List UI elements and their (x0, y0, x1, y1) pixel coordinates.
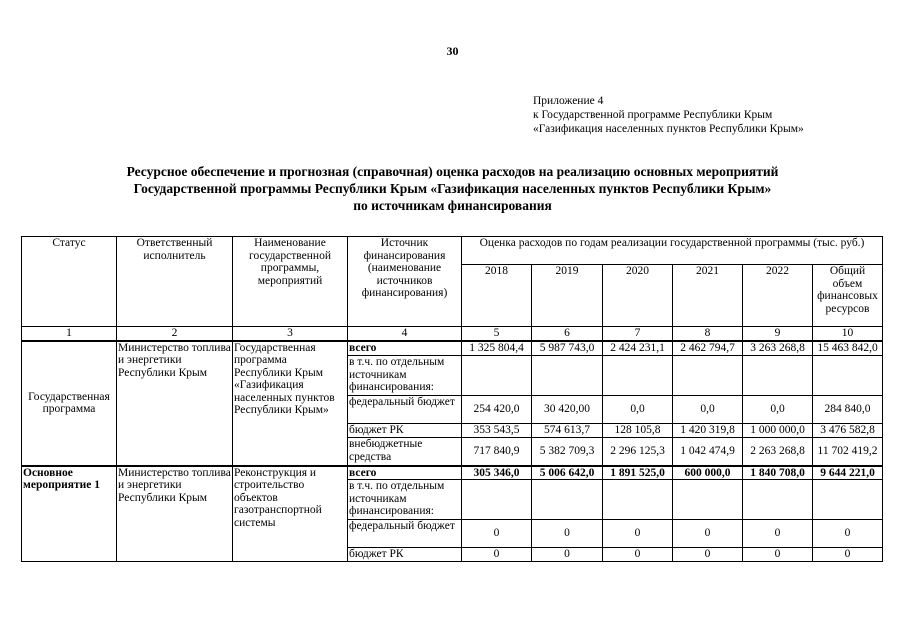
value-cell: 0 (462, 548, 532, 562)
resource-table (21, 236, 883, 562)
column-number: 9 (743, 327, 813, 341)
value-cell: 0 (532, 520, 603, 548)
value-cell (673, 480, 743, 520)
source-cell: бюджет РК (348, 424, 462, 438)
appendix-line: Приложение 4 (533, 95, 604, 107)
header-row (22, 237, 883, 265)
column-number: 10 (813, 327, 883, 341)
column-number: 7 (603, 327, 673, 341)
value-cell: 5 006 642,0 (532, 466, 603, 480)
executor-cell: Министерство топлива и энергетики Республики Крым (117, 466, 233, 562)
value-cell: 2 263 268,8 (743, 438, 813, 466)
value-cell: 30 420,00 (532, 396, 603, 424)
value-cell: 254 420,0 (462, 396, 532, 424)
value-cell (603, 356, 673, 396)
value-cell (603, 480, 673, 520)
document-title (0, 163, 905, 214)
status-cell: Основное мероприятие 1 (22, 466, 117, 562)
appendix-line: к Государственной программе Республики Крым (533, 109, 773, 121)
program-cell: Реконструкция и строительство объектов газотранспортной системы (233, 466, 348, 562)
header-year: 2021 (673, 265, 743, 327)
value-cell: 15 463 842,0 (813, 341, 883, 356)
program-cell: Государственная программа Республики Крым «Газификация населенных пунктов Республики Крым» (233, 341, 348, 466)
value-cell: 1 420 319,8 (673, 424, 743, 438)
column-number: 5 (462, 327, 532, 341)
value-cell: 0 (532, 548, 603, 562)
value-cell: 0 (673, 548, 743, 562)
value-cell: 1 000 000,0 (743, 424, 813, 438)
column-number: 8 (673, 327, 743, 341)
value-cell: 1 325 804,4 (462, 341, 532, 356)
value-cell (532, 356, 603, 396)
source-cell: бюджет РК (348, 548, 462, 562)
table-row (22, 341, 883, 356)
source-cell: в т.ч. по отдельным источникам финансирования: (348, 480, 462, 520)
source-cell: федеральный бюджет (348, 520, 462, 548)
appendix-note (533, 94, 804, 136)
value-cell (743, 356, 813, 396)
appendix-line: «Газификация населенных пунктов Республики Крым» (533, 123, 804, 135)
title-line: Ресурсное обеспечение и прогнозная (справочная) оценка расходов на реализацию основных мероприятий (126, 164, 779, 179)
source-cell: всего (348, 341, 462, 356)
value-cell: 284 840,0 (813, 396, 883, 424)
value-cell: 5 382 709,3 (532, 438, 603, 466)
value-cell (532, 480, 603, 520)
source-cell: внебюджетные средства (348, 438, 462, 466)
value-cell: 1 891 525,0 (603, 466, 673, 480)
value-cell: 0,0 (603, 396, 673, 424)
value-cell: 11 702 419,2 (813, 438, 883, 466)
value-cell (813, 480, 883, 520)
header-program: Наименование государственной программы, мероприятий (233, 237, 348, 327)
value-cell: 0,0 (673, 396, 743, 424)
value-cell (462, 356, 532, 396)
value-cell: 2 462 794,7 (673, 341, 743, 356)
value-cell: 0 (462, 520, 532, 548)
value-cell: 0 (743, 520, 813, 548)
value-cell: 353 543,5 (462, 424, 532, 438)
header-total: Общий объем финансовых ресурсов (813, 265, 883, 327)
value-cell: 1 042 474,9 (673, 438, 743, 466)
table-row (22, 466, 883, 480)
column-number: 3 (233, 327, 348, 341)
column-number: 1 (22, 327, 117, 341)
value-cell: 0 (813, 520, 883, 548)
value-cell (673, 356, 743, 396)
value-cell: 574 613,7 (532, 424, 603, 438)
page-number: 30 (446, 44, 459, 58)
value-cell (743, 480, 813, 520)
column-number-row (22, 327, 883, 341)
title-line: Государственной программы Республики Крым «Газификация населенных пунктов Республики Крым» (133, 181, 772, 196)
value-cell: 5 987 743,0 (532, 341, 603, 356)
value-cell: 717 840,9 (462, 438, 532, 466)
source-cell: всего (348, 466, 462, 480)
status-cell: Государственная программа (22, 341, 117, 466)
column-number: 2 (117, 327, 233, 341)
value-cell: 0 (743, 548, 813, 562)
executor-cell: Министерство топлива и энергетики Республики Крым (117, 341, 233, 466)
header-estimate: Оценка расходов по годам реализации государственной программы (тыс. руб.) (462, 237, 883, 265)
header-source: Источник финансирования (наименование источников финансирования) (348, 237, 462, 327)
value-cell: 0 (603, 520, 673, 548)
value-cell: 2 296 125,3 (603, 438, 673, 466)
value-cell: 1 840 708,0 (743, 466, 813, 480)
value-cell: 305 346,0 (462, 466, 532, 480)
header-year: 2020 (603, 265, 673, 327)
header-executor: Ответственный исполнитель (117, 237, 233, 327)
value-cell (462, 480, 532, 520)
value-cell: 600 000,0 (673, 466, 743, 480)
value-cell (813, 356, 883, 396)
value-cell: 0 (673, 520, 743, 548)
source-cell: федеральный бюджет (348, 396, 462, 424)
header-year: 2018 (462, 265, 532, 327)
value-cell: 0 (813, 548, 883, 562)
value-cell: 0 (603, 548, 673, 562)
source-cell: в т.ч. по отдельным источникам финансирования: (348, 356, 462, 396)
header-status: Статус (22, 237, 117, 327)
header-year: 2022 (743, 265, 813, 327)
column-number: 6 (532, 327, 603, 341)
value-cell: 3 263 268,8 (743, 341, 813, 356)
column-number: 4 (348, 327, 462, 341)
value-cell: 128 105,8 (603, 424, 673, 438)
value-cell: 3 476 582,8 (813, 424, 883, 438)
value-cell: 0,0 (743, 396, 813, 424)
value-cell: 2 424 231,1 (603, 341, 673, 356)
title-line: по источникам финансирования (353, 198, 552, 213)
value-cell: 9 644 221,0 (813, 466, 883, 480)
header-year: 2019 (532, 265, 603, 327)
